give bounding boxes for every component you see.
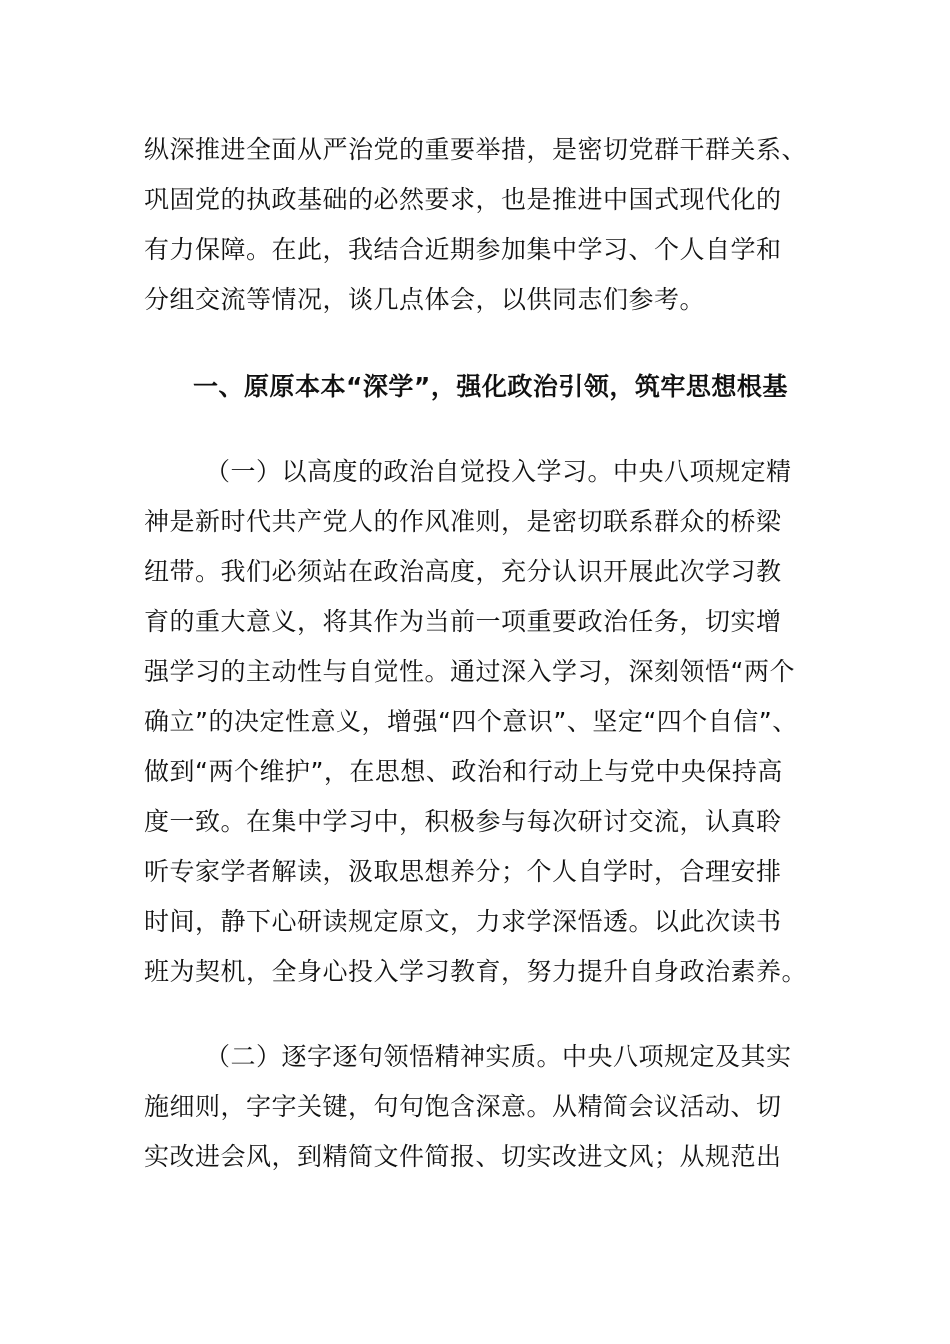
intro-line-3: 有力保障。在此，我结合近期参加集中学习、个人自学和: [144, 235, 782, 264]
para1-line-11: 班为契机，全身心投入学习教育，努力提升自身政治素养。: [144, 957, 808, 986]
para1-line-7: 做到“两个维护”，在思想、政治和行动上与党中央保持高: [144, 757, 783, 786]
para2-line-1: （二）逐字逐句领悟精神实质。中央八项规定及其实: [205, 1042, 792, 1071]
para1-line-6: 确立”的决定性意义，增强“四个意识”、坚定“四个自信”、: [144, 707, 798, 736]
para1-line-5: 强学习的主动性与自觉性。通过深入学习，深刻领悟“两个: [144, 657, 795, 686]
para1-line-1: （一）以高度的政治自觉投入学习。中央八项规定精: [205, 457, 792, 486]
para1-line-8: 度一致。在集中学习中，积极参与每次研讨交流，认真聆: [144, 807, 782, 836]
para1-line-2: 神是新时代共产党人的作风准则，是密切联系群众的桥梁: [144, 507, 782, 536]
para1-line-10: 时间，静下心研读规定原文，力求学深悟透。以此次读书: [144, 907, 782, 936]
intro-line-2: 巩固党的执政基础的必然要求，也是推进中国式现代化的: [144, 185, 782, 214]
intro-line-1: 纵深推进全面从严治党的重要举措，是密切党群干群关系、: [144, 135, 808, 164]
intro-line-4: 分组交流等情况，谈几点体会，以供同志们参考。: [144, 285, 706, 314]
para1-line-9: 听专家学者解读，汲取思想养分；个人自学时，合理安排: [144, 857, 782, 886]
para2-line-2: 施细则，字字关键，句句饱含深意。从精简会议活动、切: [144, 1092, 782, 1121]
para2-line-3: 实改进会风，到精简文件简报、切实改进文风；从规范出: [144, 1142, 782, 1171]
para1-line-3: 纽带。我们必须站在政治高度，充分认识开展此次学习教: [144, 557, 782, 586]
section-heading-1: 一、原原本本“深学”，强化政治引领，筑牢思想根基: [193, 372, 788, 401]
para1-line-4: 育的重大意义，将其作为当前一项重要政治任务，切实增: [144, 607, 782, 636]
